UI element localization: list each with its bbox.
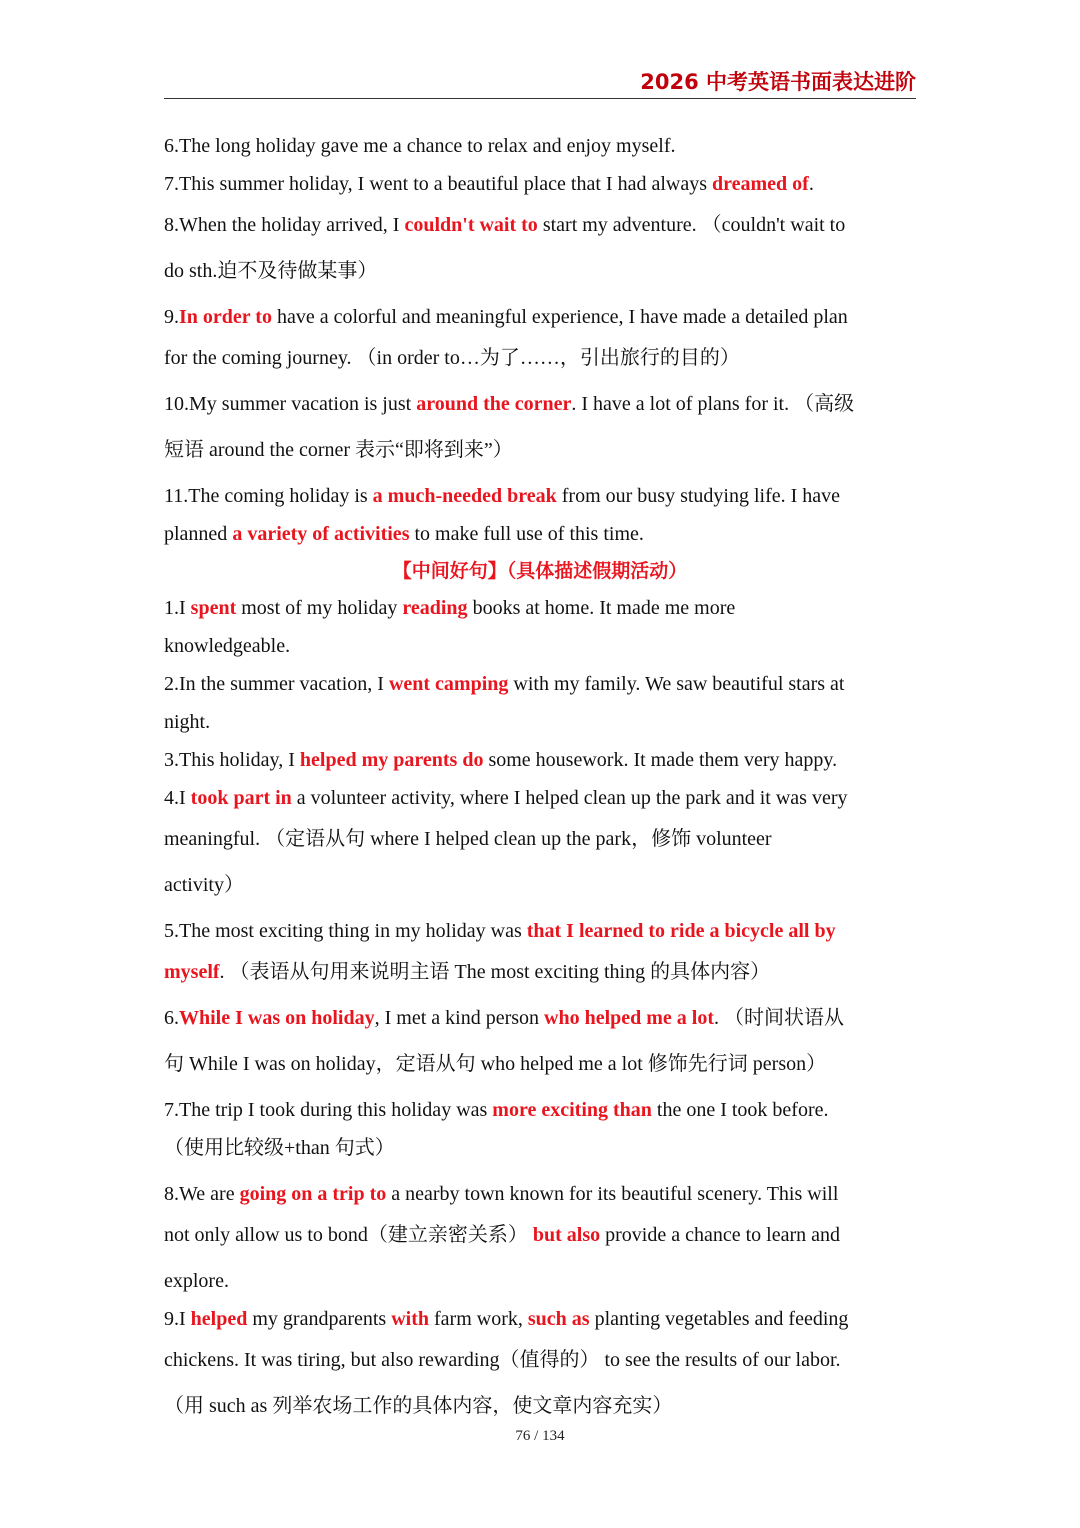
text-segment: （用 such as 列举农场工作的具体内容，使文章内容充实） [164, 1395, 673, 1417]
text-segment: 8.When the holiday arrived, I [164, 214, 405, 236]
text-segment: knowledgeable. [164, 635, 291, 657]
text-segment: most of my holiday [236, 597, 403, 619]
highlighted-phrase: reading [402, 597, 468, 619]
text-line [164, 1091, 916, 1129]
text-segment: not only allow us to bond（建立亲密关系） [164, 1224, 533, 1246]
text-line [164, 385, 916, 431]
text-segment: a nearby town known for its beautiful scenery. This will [386, 1183, 839, 1205]
text-line [164, 589, 916, 627]
text-segment: , I met a kind person [374, 1007, 545, 1029]
text-segment: 9. [164, 306, 179, 328]
text-line [164, 165, 916, 206]
text-line [164, 1300, 916, 1341]
text-line [164, 515, 916, 553]
document-body [164, 127, 916, 1425]
text-segment: from our busy studying life. I have [556, 485, 841, 507]
text-segment: 句 While I was on holiday，定语从句 who helped me a lot 修饰先行词 person） [164, 1053, 827, 1075]
opening-sentences-list [164, 127, 916, 553]
text-line [164, 999, 916, 1045]
text-line [164, 127, 916, 165]
text-line [164, 866, 916, 912]
highlighted-phrase: a variety of activities [232, 523, 410, 545]
highlighted-phrase: around the corner [416, 393, 572, 415]
text-segment: （使用比较级+than 句式） [164, 1137, 395, 1159]
text-segment: 11.The coming holiday is [164, 485, 373, 507]
text-segment: for the coming journey. （in order to…为了……，引出旅行的目的） [164, 347, 740, 369]
highlighted-phrase: who helped me a lot [544, 1007, 715, 1029]
text-segment: 8.We are [164, 1183, 240, 1205]
text-segment: 4.I [164, 787, 191, 809]
text-segment: a volunteer activity, where I helped clean up the park and it was very [291, 787, 848, 809]
text-segment: . [808, 173, 814, 195]
text-line [164, 820, 916, 866]
text-segment: 6. [164, 1007, 179, 1029]
text-segment: explore. [164, 1270, 229, 1292]
text-segment: to make full use of this time. [409, 523, 644, 545]
text-line [164, 1262, 916, 1300]
text-line [164, 206, 916, 252]
highlighted-phrase: In order to [179, 306, 272, 328]
highlighted-phrase: a much-needed break [372, 485, 557, 507]
text-line [164, 1341, 916, 1387]
document-header-title: 2026 中考英语书面表达进阶 [640, 70, 916, 94]
highlighted-phrase: spent [190, 597, 237, 619]
text-segment: planned [164, 523, 233, 545]
text-segment: 7.This summer holiday, I went to a beautiful place that I had always [164, 173, 712, 195]
text-line [164, 665, 916, 703]
text-segment: with my family. We saw beautiful stars at [508, 673, 845, 695]
text-line [164, 431, 916, 477]
text-segment: 10.My summer vacation is just [164, 393, 417, 415]
text-segment: the one I took before. [651, 1099, 829, 1121]
text-segment: activity） [164, 874, 244, 896]
text-line [164, 703, 916, 741]
text-line [164, 627, 916, 665]
highlighted-phrase: such as [527, 1308, 590, 1330]
highlighted-phrase: that I learned to ride a bicycle all by [526, 920, 836, 942]
text-segment: night. [164, 711, 211, 733]
text-line [164, 912, 916, 953]
text-segment: farm work, [429, 1308, 528, 1330]
highlighted-phrase: going on a trip to [239, 1183, 387, 1205]
text-segment: have a colorful and meaningful experience, I have made a detailed plan [271, 306, 848, 328]
text-line [164, 1045, 916, 1091]
text-segment: 9.I [164, 1308, 191, 1330]
highlighted-phrase: helped [190, 1308, 248, 1330]
middle-sentences-list [164, 589, 916, 1425]
text-segment: books at home. It made me more [467, 597, 736, 619]
text-segment: 6.The long holiday gave me a chance to relax and enjoy myself. [164, 135, 676, 157]
highlighted-phrase: myself [164, 961, 220, 983]
text-line [164, 1129, 916, 1175]
highlighted-phrase: more exciting than [492, 1099, 652, 1121]
highlighted-phrase: went camping [388, 673, 509, 695]
text-segment: 5.The most exciting thing in my holiday was [164, 920, 527, 942]
highlighted-phrase: While I was on holiday [179, 1007, 375, 1029]
text-segment: . I have a lot of plans for it. （高级 [571, 393, 855, 415]
text-line [164, 477, 916, 515]
text-line [164, 252, 916, 298]
text-line [164, 1175, 916, 1216]
highlighted-phrase: couldn't wait to [404, 214, 538, 236]
text-line [164, 339, 916, 385]
text-segment: provide a chance to learn and [600, 1224, 841, 1246]
text-segment: 短语 around the corner 表示“即将到来”） [164, 439, 513, 461]
text-line [164, 298, 916, 339]
text-line [164, 953, 916, 999]
highlighted-phrase: took part in [190, 787, 292, 809]
text-segment: 7.The trip I took during this holiday was [164, 1099, 493, 1121]
text-line [164, 779, 916, 820]
text-line [164, 741, 916, 779]
highlighted-phrase: dreamed of [712, 173, 809, 195]
text-segment: 3.This holiday, I [164, 749, 300, 771]
section-heading: 【中间好句】（具体描述假期活动） [392, 560, 688, 582]
text-segment: some housework. It made them very happy. [483, 749, 838, 771]
highlighted-phrase: but also [532, 1224, 601, 1246]
text-line [164, 1216, 916, 1262]
header-divider [164, 98, 916, 99]
page-number: 76 / 134 [515, 1428, 565, 1444]
text-segment: 2.In the summer vacation, I [164, 673, 389, 695]
text-segment: planting vegetables and feeding [589, 1308, 849, 1330]
text-segment: . （表语从句用来说明主语 The most exciting thing 的具体内容） [219, 961, 771, 983]
text-segment: 1.I [164, 597, 191, 619]
text-segment: meaningful. （定语从句 where I helped clean up the park，修饰 volunteer [164, 828, 772, 850]
text-line [164, 1387, 916, 1425]
text-segment: chickens. It was tiring, but also rewarding（值得的） to see the results of our labor. [164, 1349, 841, 1371]
text-segment: do sth.迫不及待做某事） [164, 260, 378, 282]
text-segment: my grandparents [247, 1308, 392, 1330]
text-segment: start my adventure. （couldn't wait to [537, 214, 846, 236]
text-segment: . （时间状语从 [714, 1007, 845, 1029]
highlighted-phrase: with [391, 1308, 430, 1330]
highlighted-phrase: helped my parents do [299, 749, 484, 771]
